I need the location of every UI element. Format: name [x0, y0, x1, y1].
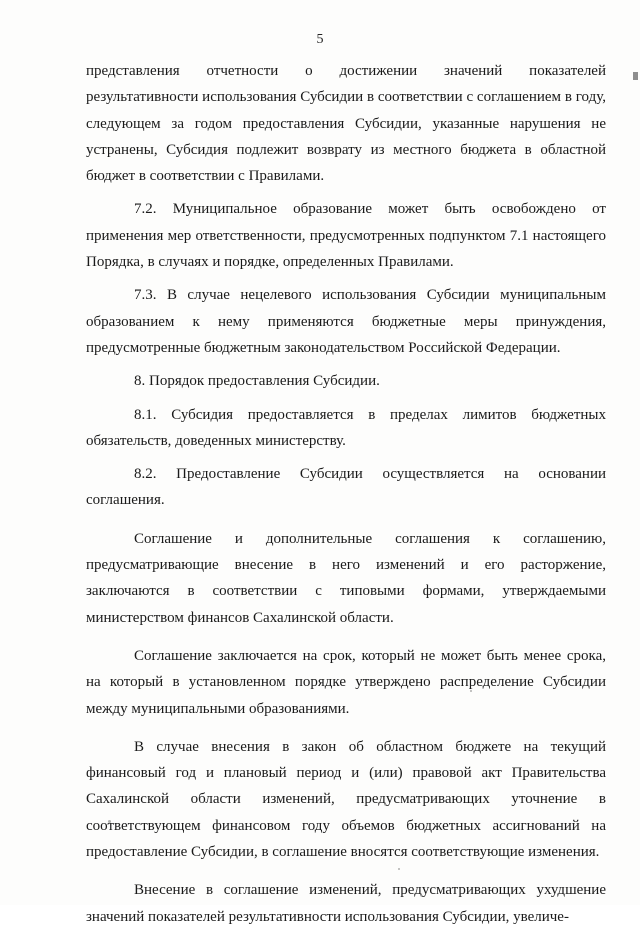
scan-artifact: [470, 690, 472, 692]
paragraph: 8.2. Предоставление Субсидии осуществляется на основании соглашения.: [86, 466, 606, 509]
paragraph: 7.3. В случае нецелевого использования Субсидии муниципальным образованием к нему применяются бюджетные меры принуждения, предусмотренные бюджетным законодательством Российской Федерации.: [86, 287, 606, 356]
scan-artifact: [108, 820, 111, 823]
paragraph: Внесение в соглашение изменений, предусматривающих ухудшение значений показателей результативности использования Субсидии, увеличе-: [86, 882, 606, 925]
document-body: [86, 58, 606, 930]
paragraph: представления отчетности о достижении значений показателей результативности использования Субсидии в соответствии с соглашением в году, следующем за годом предоставления Субсидии, указанные нарушения не устранены, Субсидия подлежит возврату из местного бюджета в областной бюджет в соответствии с Правилами.: [86, 63, 606, 185]
scan-artifact: [633, 72, 638, 80]
paragraph: В случае внесения в закон об областном бюджете на текущий финансовый год и плановый период и (или) правовой акт Правительства Сахалинской области изменений, предусматривающих уточнение в соответствующем финансовом году объемов бюджетных ассигнований на предоставление Субсидии, в соглашение вносятся соответствующие изменения.: [86, 738, 606, 861]
paragraph: 7.2. Муниципальное образование может быть освобождено от применения мер ответственности, предусмотренных подпунктом 7.1 настоящего Порядка, в случаях и порядке, определенных Правилами.: [86, 201, 606, 271]
paragraph: Соглашение и дополнительные соглашения к соглашению, предусматривающие внесение в него изменений и его расторжение, заключаются в соответствии с типовыми формами, утверждаемыми министерством финансов Сахалинской области.: [86, 530, 606, 626]
section-heading: 8. Порядок предоставления Субсидии.: [134, 373, 380, 390]
paragraph: 8.1. Субсидия предоставляется в пределах лимитов бюджетных обязательств, доведенных министерству.: [86, 406, 606, 449]
paragraph: Соглашение заключается на срок, который не может быть менее срока, на который в установленном порядке утверждено распределение Субсидии между муниципальными образованиями.: [86, 647, 606, 717]
page-number: 5: [316, 32, 324, 47]
scan-artifact: [398, 868, 400, 870]
